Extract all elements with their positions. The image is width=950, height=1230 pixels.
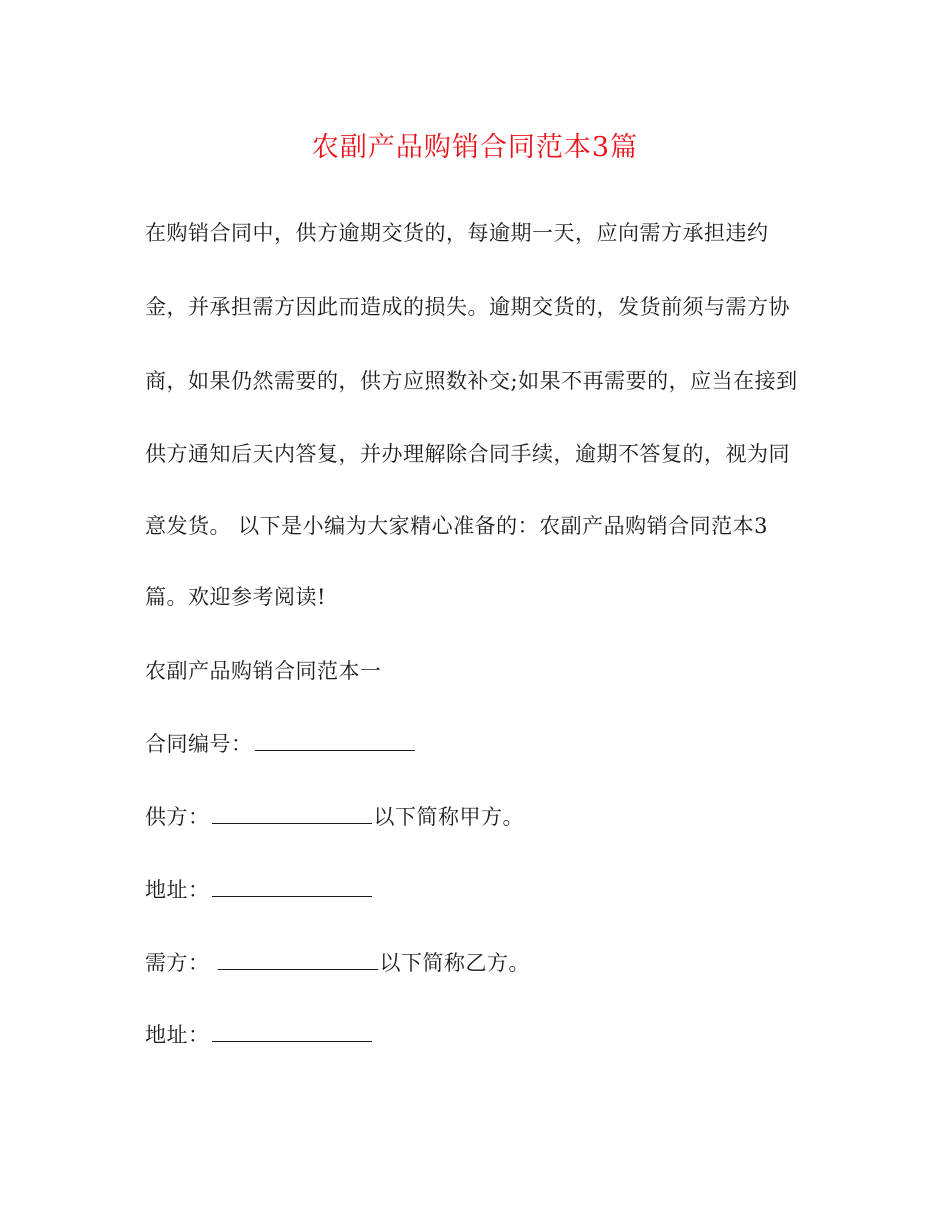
intro-line-4: 供方通知后天内答复，并办理解除合同手续，逾期不答复的，视为同 xyxy=(145,442,790,466)
contract-number-label: 合同编号： xyxy=(145,732,253,756)
buyer-address-row xyxy=(145,1018,374,1052)
supplier-label: 供方： xyxy=(145,805,210,829)
buyer-address-blank[interactable] xyxy=(212,1021,372,1042)
intro-line-2: 金，并承担需方因此而造成的损失。逾期交货的，发货前须与需方协 xyxy=(145,295,790,319)
buyer-blank[interactable] xyxy=(218,949,378,970)
supplier-address-blank[interactable] xyxy=(212,876,372,897)
supplier-address-label: 地址： xyxy=(145,878,210,902)
intro-line-5: 意发货。 以下是小编为大家精心准备的：农副产品购销合同范本3 xyxy=(145,514,769,538)
intro-line-6: 篇。欢迎参考阅读! xyxy=(145,585,326,609)
intro-line-1: 在购销合同中，供方逾期交货的，每逾期一天，应向需方承担违约 xyxy=(145,221,769,245)
supplier-blank[interactable] xyxy=(212,803,372,824)
supplier-row xyxy=(145,800,524,834)
buyer-row xyxy=(145,946,530,980)
buyer-suffix: 以下简称乙方。 xyxy=(379,951,530,975)
contract-number-row xyxy=(145,727,417,761)
supplier-suffix: 以下简称甲方。 xyxy=(373,805,524,829)
document-title: 农副产品购销合同范本3篇 xyxy=(311,132,639,163)
contract-number-blank[interactable] xyxy=(255,730,415,751)
buyer-label: 需方： xyxy=(145,951,210,975)
intro-line-3: 商，如果仍然需要的，供方应照数补交;如果不再需要的，应当在接到 xyxy=(145,369,798,393)
supplier-address-row xyxy=(145,873,374,907)
section-heading: 农副产品购销合同范本一 xyxy=(145,659,382,683)
buyer-address-label: 地址： xyxy=(145,1023,210,1047)
